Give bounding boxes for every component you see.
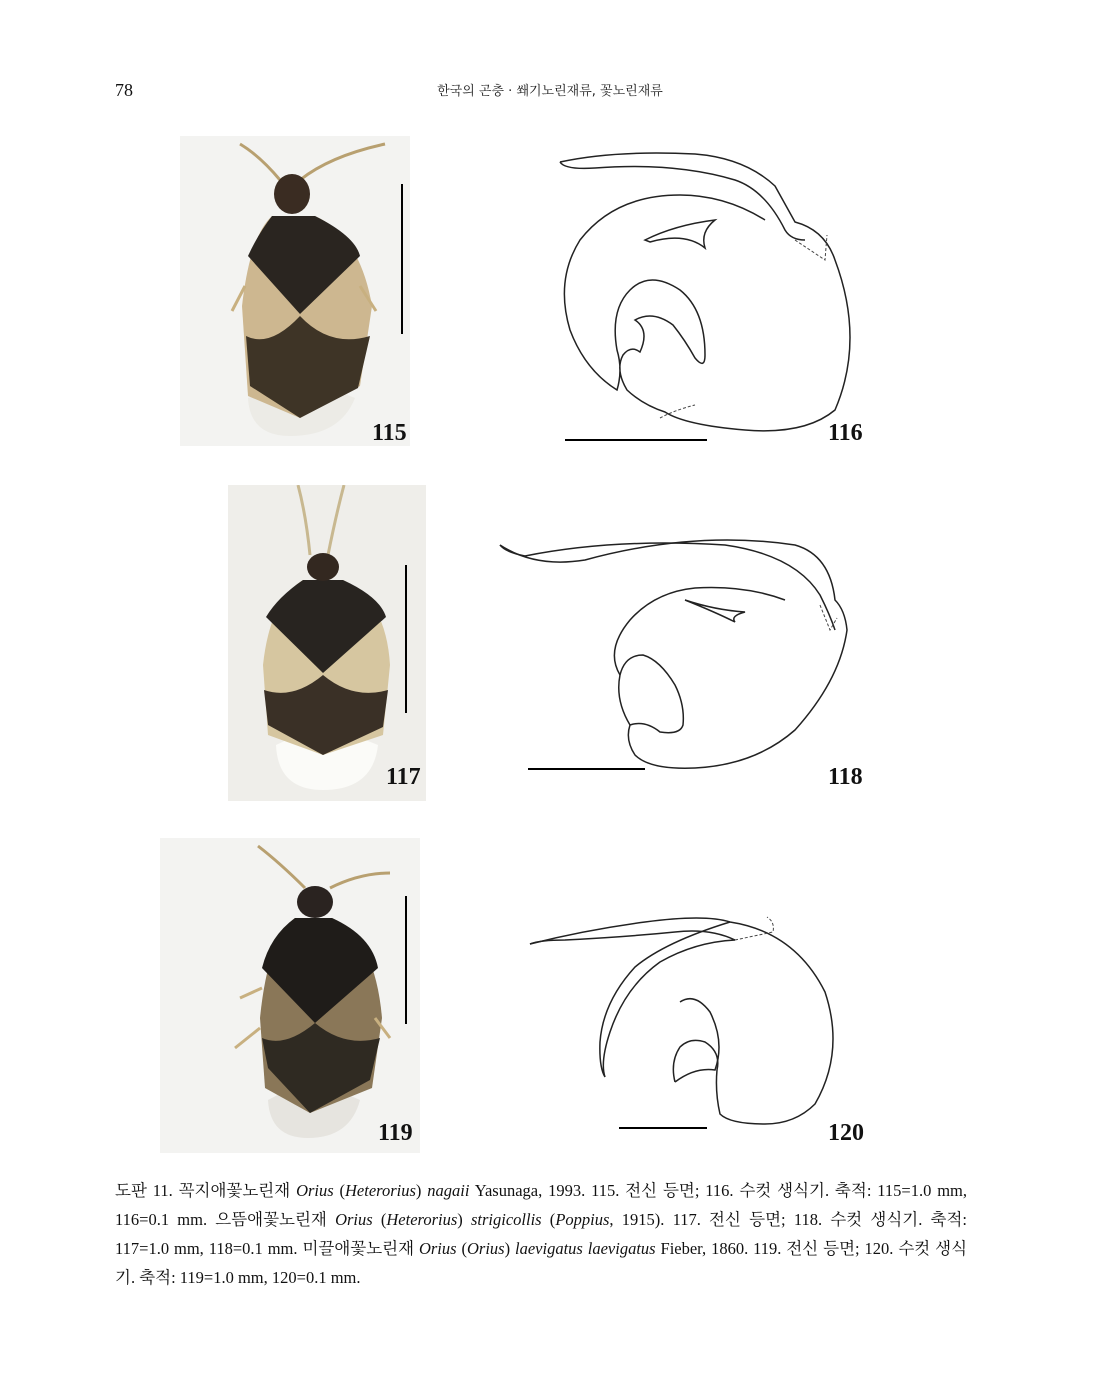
specimen-photo-119 — [160, 838, 420, 1153]
subgenus-name: Heterorius — [386, 1210, 458, 1229]
genus-name: Orius — [335, 1210, 373, 1229]
figure-label-117: 117 — [386, 764, 421, 790]
page-number: 78 — [115, 80, 133, 100]
figure-label-119: 119 — [378, 1120, 413, 1146]
genitalia-drawing-116 — [555, 140, 895, 450]
subgenus-name: Heterorius — [345, 1181, 416, 1200]
genitalia-drawing-118 — [495, 500, 875, 790]
caption-text: ( — [333, 1181, 346, 1200]
running-title: 한국의 곤충 · 쐐기노린재류, 꽃노린재류 — [437, 84, 663, 99]
caption-text: ) — [457, 1210, 471, 1229]
genus-name: Orius — [296, 1181, 334, 1200]
figure-label-115: 115 — [372, 420, 407, 446]
specimen-photo-117 — [228, 485, 426, 801]
genus-name: Orius — [418, 1239, 457, 1258]
figure-label-116: 116 — [828, 420, 863, 446]
specimen-photo-115 — [180, 136, 410, 446]
author-name: Poppius — [555, 1210, 610, 1229]
figure-label-120: 120 — [828, 1120, 864, 1146]
caption-text: , 1915). 117. 전신 등면; 118. 수컷 생식기. 축적: 117=1.0 mm, 118=0.1 mm. 미끌애꽃노린재 — [115, 1210, 968, 1258]
subgenus-name: Orius — [466, 1239, 505, 1258]
genitalia-drawing-120 — [525, 892, 865, 1132]
caption-text: ( — [456, 1239, 467, 1258]
caption-text: ( — [541, 1210, 556, 1229]
species-name: laevigatus laevigatus — [515, 1239, 656, 1258]
caption-text: ) — [415, 1181, 428, 1200]
caption-text: ( — [372, 1210, 387, 1229]
species-name: strigicollis — [471, 1210, 542, 1229]
caption-text: Fieber, 1860. 119. 전신 등면; 120. 수컷 생식기. 축적: 119=1.0 mm, 120=0.1 mm. — [115, 1239, 968, 1287]
plate-caption — [115, 1176, 967, 1292]
caption-text: Yasunaga, 1993. 115. 전신 등면; 116. 수컷 생식기. 축적: 115=1.0 mm, 116=0.1 mm. 으뜸애꽃노린재 — [115, 1181, 967, 1229]
species-name: nagaii — [427, 1181, 470, 1200]
figure-label-118: 118 — [828, 764, 863, 790]
caption-text: 도판 11. 꼭지애꽃노린재 — [115, 1181, 297, 1200]
caption-text: ) — [504, 1239, 516, 1258]
